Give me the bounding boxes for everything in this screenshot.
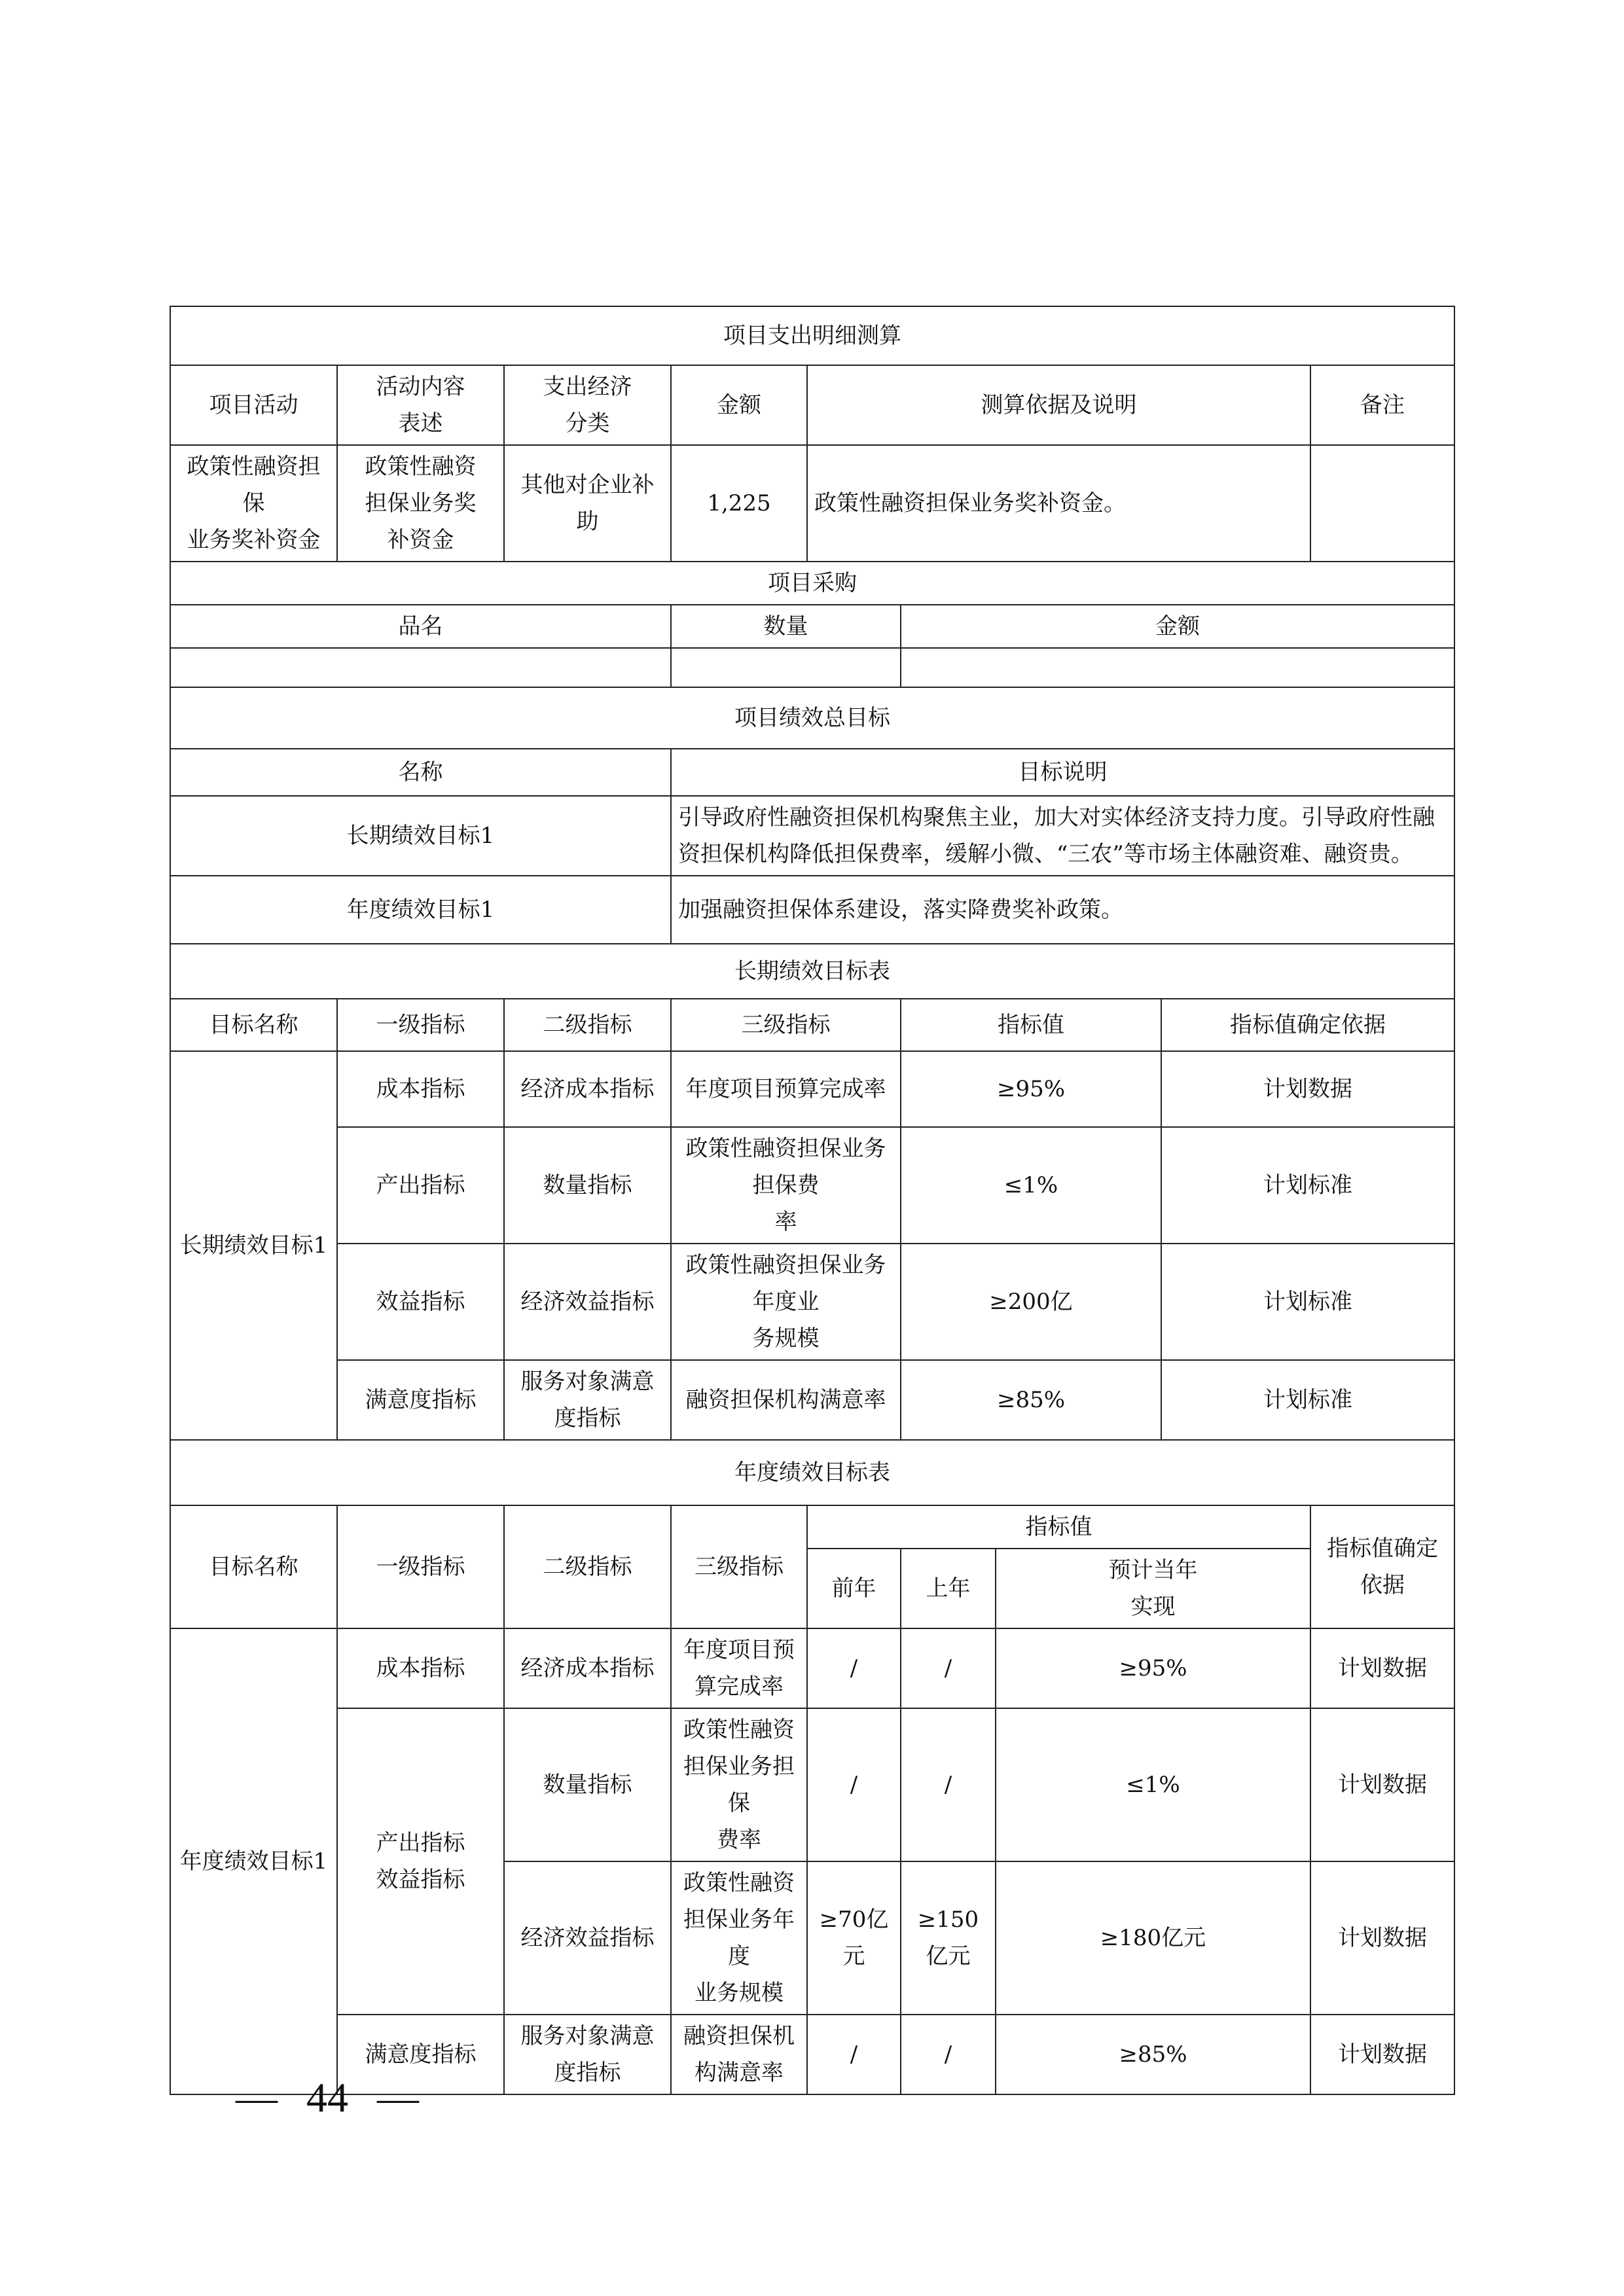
expense-econ-class: 其他对企业补 助 (504, 445, 671, 562)
expense-basis: 政策性融资担保业务奖补资金。 (807, 445, 1310, 562)
long-term-value: ≥95% (901, 1051, 1161, 1127)
annual-level2: 服务对象满意 度指标 (504, 2015, 671, 2094)
procurement-quantity-cell (671, 648, 901, 687)
expense-header-amount: 金额 (671, 365, 807, 445)
annual-level3: 年度项目预算完成率 (671, 1628, 807, 1708)
long-term-level3: 年度项目预算完成率 (671, 1051, 901, 1127)
expense-remark (1310, 445, 1454, 562)
overall-section-title: 项目绩效总目标 (170, 687, 1454, 749)
long-term-goal-name: 长期绩效目标1 (170, 1051, 337, 1440)
annual-level3: 政策性融资担保业务年度 业务规模 (671, 1861, 807, 2015)
long-term-basis: 计划数据 (1161, 1051, 1454, 1127)
long-term-level2: 经济成本指标 (504, 1051, 671, 1127)
annual-header-level1: 一级指标 (337, 1505, 504, 1628)
annual-header-basis: 指标值确定 依据 (1310, 1505, 1454, 1628)
long-term-level1: 效益指标 (337, 1244, 504, 1360)
expense-section-title: 项目支出明细测算 (170, 306, 1454, 365)
annual-value-current: ≤1% (996, 1708, 1310, 1861)
annual-value-prev2: / (807, 1708, 901, 1861)
long-term-section-title: 长期绩效目标表 (170, 944, 1454, 999)
annual-level2: 数量指标 (504, 1708, 671, 1861)
page-dash-left: — (236, 2074, 278, 2121)
annual-subheader-prev2: 前年 (807, 1549, 901, 1628)
annual-basis: 计划数据 (1310, 1861, 1454, 2015)
budget-table (170, 306, 1455, 2095)
annual-level3: 融资担保机构满意率 (671, 2015, 807, 2094)
overall-goal-desc: 加强融资担保体系建设，落实降费奖补政策。 (671, 876, 1454, 944)
annual-level1-merged: 产出指标 效益指标 (337, 1708, 504, 2015)
long-term-header-basis: 指标值确定依据 (1161, 999, 1454, 1051)
long-term-header-level1: 一级指标 (337, 999, 504, 1051)
annual-subheader-prev1: 上年 (901, 1549, 996, 1628)
annual-header-goal: 目标名称 (170, 1505, 337, 1628)
expense-header-content: 活动内容 表述 (337, 365, 504, 445)
expense-header-basis: 测算依据及说明 (807, 365, 1310, 445)
long-term-level2: 数量指标 (504, 1127, 671, 1244)
annual-header-value: 指标值 (807, 1505, 1310, 1549)
annual-value-prev2: ≥70亿 元 (807, 1861, 901, 2015)
procurement-header-quantity: 数量 (671, 605, 901, 648)
overall-goal-name: 年度绩效目标1 (170, 876, 671, 944)
page-number-value: 44 (306, 2074, 348, 2121)
annual-value-prev1: / (901, 1708, 996, 1861)
annual-goal-name: 年度绩效目标1 (170, 1628, 337, 2094)
annual-header-level3: 三级指标 (671, 1505, 807, 1628)
annual-value-prev1: ≥150 亿元 (901, 1861, 996, 2015)
long-term-header-goal: 目标名称 (170, 999, 337, 1051)
expense-amount: 1,225 (671, 445, 807, 562)
expense-activity: 政策性融资担保 业务奖补资金 (170, 445, 337, 562)
long-term-level3: 政策性融资担保业务年度业 务规模 (671, 1244, 901, 1360)
annual-level3: 政策性融资担保业务担保 费率 (671, 1708, 807, 1861)
long-term-basis: 计划标准 (1161, 1127, 1454, 1244)
expense-header-activity: 项目活动 (170, 365, 337, 445)
annual-value-current: ≥95% (996, 1628, 1310, 1708)
long-term-basis: 计划标准 (1161, 1244, 1454, 1360)
annual-header-level2: 二级指标 (504, 1505, 671, 1628)
long-term-header-level3: 三级指标 (671, 999, 901, 1051)
annual-value-current: ≥85% (996, 2015, 1310, 2094)
annual-value-current: ≥180亿元 (996, 1861, 1310, 2015)
annual-subheader-current: 预计当年 实现 (996, 1549, 1310, 1628)
annual-level1: 成本指标 (337, 1628, 504, 1708)
long-term-value: ≥200亿 (901, 1244, 1161, 1360)
annual-value-prev2: / (807, 2015, 901, 2094)
long-term-level1: 满意度指标 (337, 1360, 504, 1440)
procurement-name-cell (170, 648, 671, 687)
overall-goal-desc: 引导政府性融资担保机构聚焦主业，加大对实体经济支持力度。引导政府性融资担保机构降低担保费率，缓解小微、“三农”等市场主体融资难、融资贵。 (671, 796, 1454, 876)
overall-header-desc: 目标说明 (671, 749, 1454, 796)
long-term-level3: 政策性融资担保业务担保费 率 (671, 1127, 901, 1244)
page-number (0, 2073, 419, 2122)
procurement-header-name: 品名 (170, 605, 671, 648)
procurement-header-amount: 金额 (901, 605, 1454, 648)
annual-section-title: 年度绩效目标表 (170, 1440, 1454, 1505)
annual-level2: 经济成本指标 (504, 1628, 671, 1708)
overall-goal-name: 长期绩效目标1 (170, 796, 671, 876)
procurement-amount-cell (901, 648, 1454, 687)
long-term-level2: 服务对象满意 度指标 (504, 1360, 671, 1440)
long-term-level1: 产出指标 (337, 1127, 504, 1244)
long-term-level3: 融资担保机构满意率 (671, 1360, 901, 1440)
annual-value-prev1: / (901, 1628, 996, 1708)
expense-header-econ-class: 支出经济 分类 (504, 365, 671, 445)
annual-value-prev2: / (807, 1628, 901, 1708)
long-term-header-level2: 二级指标 (504, 999, 671, 1051)
expense-content: 政策性融资 担保业务奖 补资金 (337, 445, 504, 562)
page-dash-right: — (377, 2074, 419, 2121)
procurement-section-title: 项目采购 (170, 562, 1454, 605)
annual-level1: 满意度指标 (337, 2015, 504, 2094)
annual-basis: 计划数据 (1310, 2015, 1454, 2094)
annual-value-prev1: / (901, 2015, 996, 2094)
long-term-basis: 计划标准 (1161, 1360, 1454, 1440)
long-term-header-value: 指标值 (901, 999, 1161, 1051)
long-term-value: ≥85% (901, 1360, 1161, 1440)
annual-level2: 经济效益指标 (504, 1861, 671, 2015)
expense-header-remark: 备注 (1310, 365, 1454, 445)
annual-basis: 计划数据 (1310, 1708, 1454, 1861)
long-term-value: ≤1% (901, 1127, 1161, 1244)
long-term-level1: 成本指标 (337, 1051, 504, 1127)
long-term-level2: 经济效益指标 (504, 1244, 671, 1360)
annual-basis: 计划数据 (1310, 1628, 1454, 1708)
overall-header-name: 名称 (170, 749, 671, 796)
